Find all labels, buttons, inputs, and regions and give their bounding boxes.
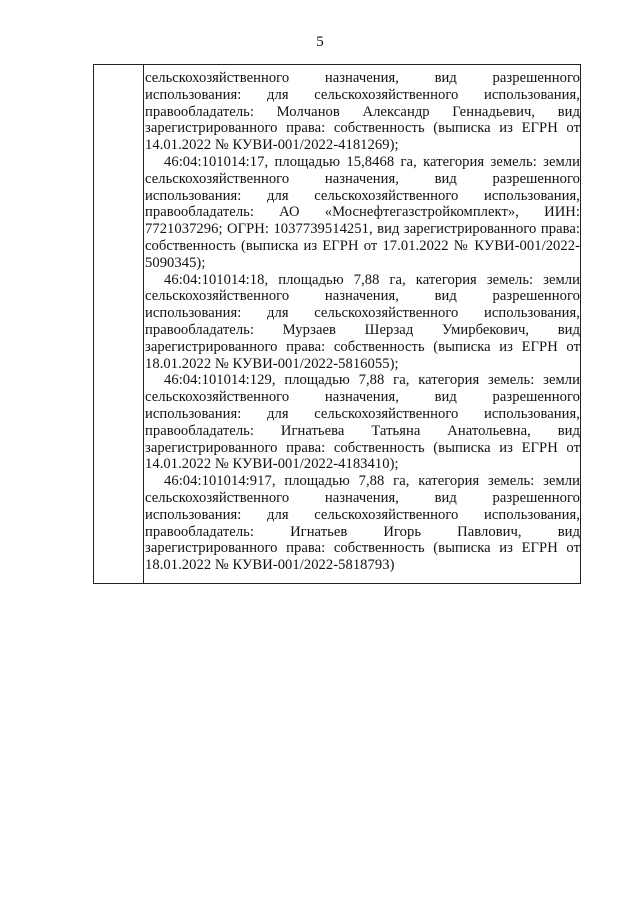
entry-paragraph: 46:04:101014:917, площадью 7,88 га, категория земель: земли сельскохозяйственного назначения, вид разрешенного использования: для сельскохозяйственного использования, правообладатель: Игнатьев Игорь Павлович, вид зарегистрированного права: собственность (выписка из ЕГРН от 18.01.2022 № КУВИ-001/2022-5818793): [145, 473, 580, 574]
entry-paragraph-continued: сельскохозяйственного назначения, вид разрешенного использования: для сельскохозяйственного использования, правообладатель: Молчанов Александр Геннадьевич, вид зарегистрированного права: собственность (выписка из ЕГРН от 14.01.2022 № КУВИ-001/2022-4181269);: [145, 70, 580, 154]
entry-paragraph: 46:04:101014:17, площадью 15,8468 га, категория земель: земли сельскохозяйственного назначения, вид разрешенного использования: для сельскохозяйственного использования, правообладатель: АО «Моснефтегазстройкомплект», ИИН: 7721037296; ОГРН: 1037739514251, вид зарегистрированного права: собственность (выписка из ЕГРН от 17.01.2022 № КУВИ-001/2022-5090345);: [145, 153, 580, 271]
page-number: 5: [316, 34, 324, 50]
entry-paragraph: 46:04:101014:129, площадью 7,88 га, категория земель: земли сельскохозяйственного назначения, вид разрешенного использования: для сельскохозяйственного использования, правообладатель: Игнатьева Татьяна Анатольевна, вид зарегистрированного права: собственность (выписка из ЕГРН от 14.01.2022 № КУВИ-001/2022-4183410);: [145, 372, 580, 473]
content-cell: [145, 70, 580, 574]
document-table: [93, 64, 581, 584]
entry-paragraph: 46:04:101014:18, площадью 7,88 га, категория земель: земли сельскохозяйственного назначения, вид разрешенного использования: для сельскохозяйственного использования, правообладатель: Мурзаев Шерзад Умирбекович, вид зарегистрированного права: собственность (выписка из ЕГРН от 18.01.2022 № КУВИ-001/2022-5816055);: [145, 271, 580, 372]
column-divider: [143, 65, 144, 583]
